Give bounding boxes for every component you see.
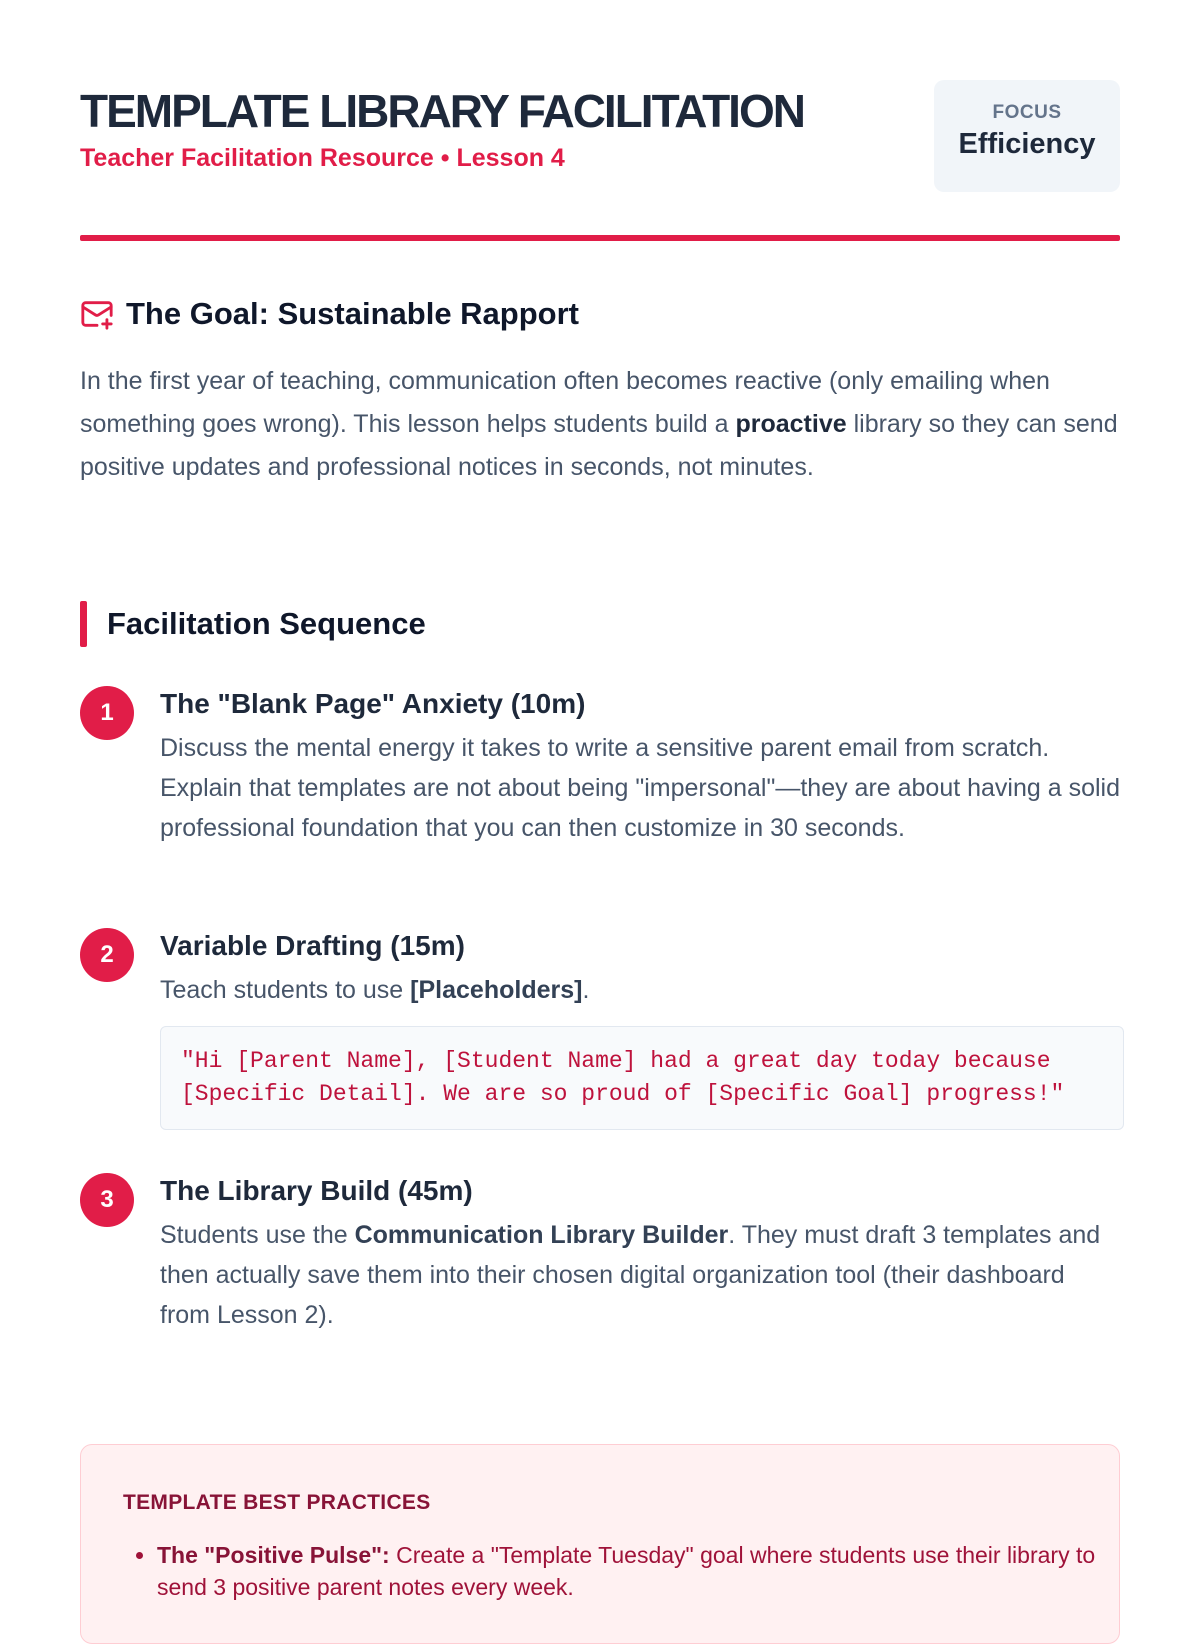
step-body <box>160 928 1120 1130</box>
page-title: TEMPLATE LIBRARY FACILITATION <box>80 85 804 137</box>
goal-text-start: In the first year of teaching, communication often becomes reactive (only emailing when something goes wrong). This lesson helps students build a <box>80 367 1050 438</box>
step-title: The Library Build (45m) <box>160 1175 473 1206</box>
callout-title: TEMPLATE BEST PRACTICES <box>123 1491 431 1514</box>
step-description <box>160 1215 1120 1335</box>
header-divider <box>80 235 1120 241</box>
step-text-emphasis: [Placeholders] <box>410 976 583 1004</box>
list-item <box>157 1539 1107 1603</box>
practice-text: Create a "Template Tuesday" goal where students use their library to send 3 positive parent notes every week. <box>157 1542 1096 1600</box>
goal-paragraph <box>80 360 1120 489</box>
step-title: The "Blank Page" Anxiety (10m) <box>160 688 586 719</box>
step-body <box>160 686 1120 848</box>
step-number: 2 <box>80 928 134 982</box>
page-subtitle: Teacher Facilitation Resource • Lesson 4 <box>80 144 565 172</box>
step-text-start: Teach students to use <box>160 976 411 1004</box>
step-number: 1 <box>80 686 134 740</box>
focus-badge <box>934 80 1120 192</box>
step-text-emphasis: Communication Library Builder <box>354 1221 729 1249</box>
practices-list <box>123 1539 1107 1603</box>
goal-heading <box>80 296 579 332</box>
goal-text-emphasis: proactive <box>735 410 847 438</box>
step-text-end: . <box>582 976 590 1004</box>
sequence-heading <box>80 600 426 648</box>
step-text-end: . They must draft 3 templates and then actually save them into their chosen digital organization tool (their dashboard from Lesson 2). <box>160 1221 1101 1329</box>
goal-text-end: library so they can send positive updates and professional notices in seconds, not minutes. <box>80 410 1118 481</box>
mail-plus-icon <box>80 297 114 331</box>
step-text-start: Students use the <box>160 1221 355 1249</box>
heading-accent-bar <box>80 601 87 647</box>
focus-label: FOCUS <box>992 102 1062 123</box>
page-header <box>80 80 1120 240</box>
goal-title: The Goal: Sustainable Rapport <box>126 296 579 331</box>
practice-label: The "Positive Pulse": <box>157 1542 390 1568</box>
step-description <box>160 970 1120 1010</box>
focus-value: Efficiency <box>958 128 1096 160</box>
best-practices-callout <box>80 1444 1120 1644</box>
step-description: Discuss the mental energy it takes to write a sensitive parent email from scratch. Explain that templates are not about being "impersonal"—they are about having a solid professional foundation that you can then customize in 30 seconds. <box>160 734 1121 842</box>
step-body <box>160 1173 1120 1335</box>
sequence-title: Facilitation Sequence <box>107 606 426 641</box>
step-number: 3 <box>80 1173 134 1227</box>
template-example-code: "Hi [Parent Name], [Student Name] had a great day today because [Specific Detail]. We are so proud of [Specific Goal] progress!" <box>160 1026 1124 1130</box>
step-title: Variable Drafting (15m) <box>160 930 465 961</box>
